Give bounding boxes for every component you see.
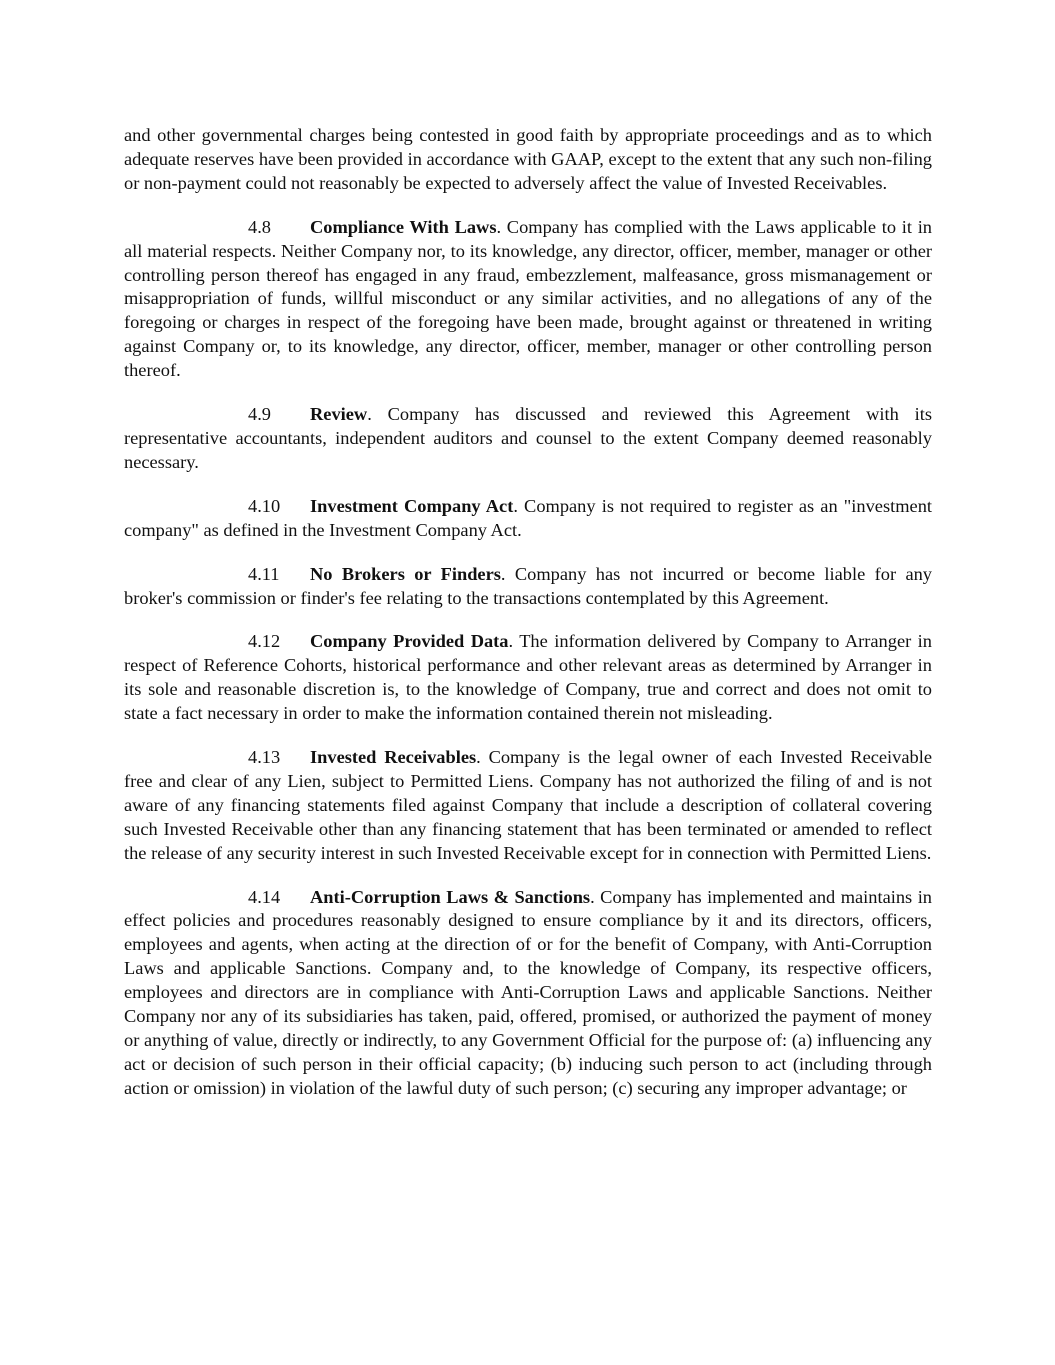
section-number: 4.13 <box>248 747 281 768</box>
section-heading: Review <box>310 404 368 425</box>
section-heading: Anti-Corruption Laws & Sanctions <box>310 886 591 907</box>
document-page <box>124 124 932 1101</box>
section-4-8 <box>124 216 932 383</box>
section-body: . The information delivered by Company to Arranger in respect of Reference Cohorts, historical performance and other relevant areas as determined by Arranger in its sole and reasonable discretion is, to the knowledge of Company, true and correct and does not omit to state a fact necessary in order to make the information contained therein not misleading. <box>124 631 932 724</box>
section-heading: Company Provided Data <box>310 631 509 652</box>
section-body: . Company has discussed and reviewed this Agreement with its representative accountants, independent auditors and counsel to the extent Company deemed reasonably necessary. <box>124 404 932 472</box>
section-number: 4.9 <box>248 404 271 425</box>
section-number: 4.10 <box>248 495 281 516</box>
section-body: . Company has not incurred or become liable for any broker's commission or finder's fee relating to the transactions contemplated by this Agreement. <box>124 563 932 608</box>
section-number: 4.8 <box>248 216 271 237</box>
section-4-11 <box>124 563 932 611</box>
section-4-9 <box>124 403 932 475</box>
section-number: 4.12 <box>248 631 281 652</box>
section-heading: Investment Company Act <box>310 495 514 516</box>
section-number: 4.11 <box>248 563 280 584</box>
section-heading: No Brokers or Finders <box>310 563 501 584</box>
section-4-12 <box>124 630 932 726</box>
section-body: . Company is not required to register as an "investment company" as defined in the Investment Company Act. <box>124 495 932 540</box>
section-body: . Company is the legal owner of each Invested Receivable free and clear of any Lien, subject to Permitted Liens. Company has not authorized the filing of and is not aware of any financing statements filed against Company that include a description of collateral covering such Invested Receivable other than any financing statement that has been terminated or amended to reflect the release of any security interest in such Invested Receivable except for in connection with Permitted Liens. <box>124 747 932 863</box>
section-heading: Invested Receivables <box>310 747 477 768</box>
section-heading: Compliance With Laws <box>310 216 497 237</box>
section-4-14 <box>124 886 932 1101</box>
section-body: . Company has implemented and maintains in effect policies and procedures reasonably designed to ensure compliance by it and its directors, officers, employees and agents, when acting at the direction of or for the benefit of Company, with Anti-Corruption Laws and applicable Sanctions. Company and, to the knowledge of Company, its respective officers, employees and directors are in compliance with Anti-Corruption Laws and applicable Sanctions. Neither Company nor any of its subsidiaries has taken, paid, offered, promised, or authorized the payment of money or anything of value, directly or indirectly, to any Government Official for the purpose of: (a) influencing any act or decision of such person in their official capacity; (b) inducing such person to act (including through action or omission) in violation of the lawful duty of such person; (c) securing any improper advantage; or <box>124 886 932 1098</box>
section-body: . Company has complied with the Laws applicable to it in all material respects. Neither Company nor, to its knowledge, any director, officer, member, manager or other controlling person thereof has engaged in any fraud, embezzlement, malfeasance, gross mismanagement or misappropriation of funds, willful misconduct or any similar activities, and no allegations of any of the foregoing or charges in respect of the foregoing have been made, brought against or threatened in writing against Company or, to its knowledge, any director, officer, member, manager or other controlling person thereof. <box>124 216 932 381</box>
section-4-10 <box>124 495 932 543</box>
section-number: 4.14 <box>248 886 281 907</box>
intro-paragraph: and other governmental charges being contested in good faith by appropriate proceedings and as to which adequate reserves have been provided in accordance with GAAP, except to the extent that any such non-filing or non-payment could not reasonably be expected to adversely affect the value of Invested Receivables. <box>124 125 932 193</box>
section-4-13 <box>124 746 932 866</box>
